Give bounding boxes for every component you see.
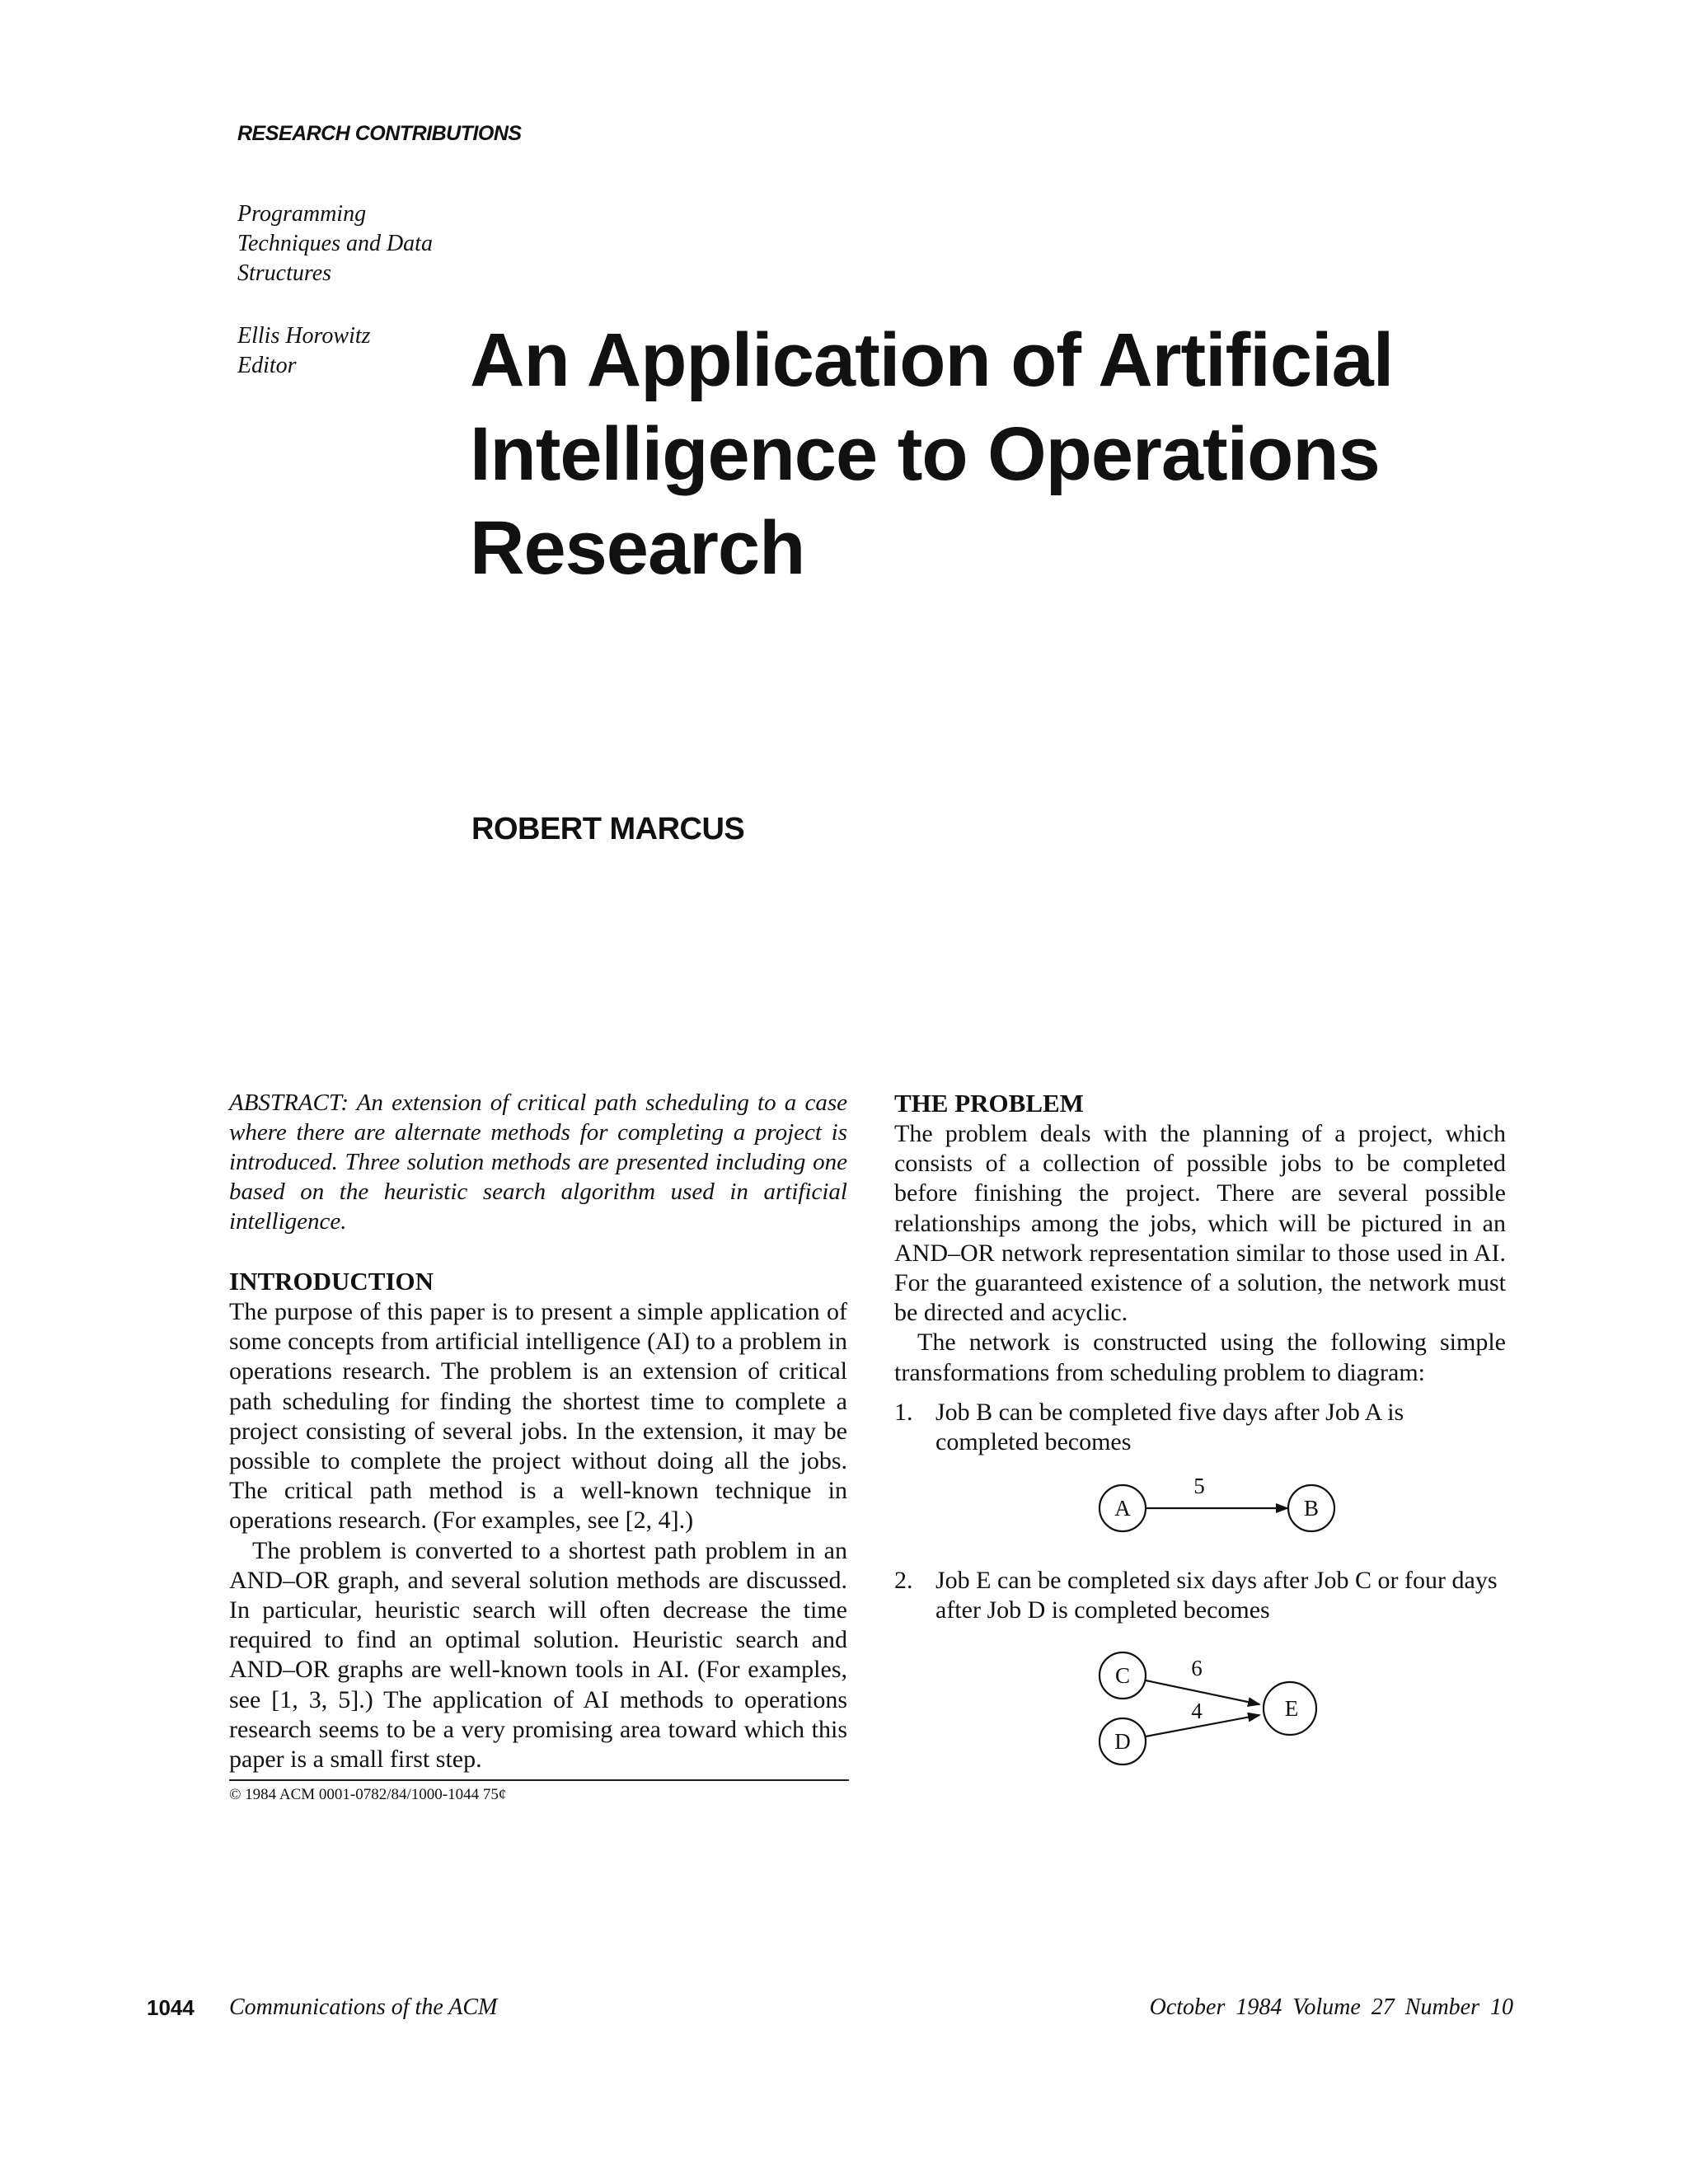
edge-a-b-weight: 5 [1193,1474,1205,1499]
list-text: Job B can be completed five days after Job A is completed becomes [935,1398,1404,1456]
node-b-label: B [1303,1496,1320,1521]
section-label: RESEARCH CONTRIBUTIONS [237,122,522,145]
right-column [894,1088,1506,1783]
article-title [470,313,1541,595]
list-text: Job E can be completed six days after Job C or four days after Job D is completed becomes [935,1567,1498,1624]
introduction-paragraph-1: The purpose of this paper is to present a simple application of some concepts from artificial intelligence (AI) to a problem in operations research. The problem is an extension of critical path scheduling for finding the shortest time to complete a project consisting of several jobs. In the extension, it may be possible to complete the project without doing all the jobs. The critical path method is a well-known technique in operations research. (For examples, see [2, 4].) [229,1298,847,1535]
list-item [894,1398,1506,1457]
list-item [894,1566,1506,1625]
page-number: 1044 [147,1995,195,2020]
list-number: 2. [894,1567,913,1595]
introduction-heading: INTRODUCTION [229,1267,434,1296]
title-line-1: An Application of Artificial [470,318,1394,402]
editor-role: Editor [237,353,297,378]
author-name: ROBERT MARCUS [471,812,745,846]
node-c-label: C [1114,1662,1131,1688]
editor-name: Ellis Horowitz [237,323,371,349]
copyright-notice: © 1984 ACM 0001-0782/84/1000-1044 75¢ [229,1786,507,1804]
problem-heading: THE PROBLEM [894,1089,1084,1118]
abstract: ABSTRACT: An extension of critical path scheduling to a case where there are alternate methods for completing a project is introduced. Three solution methods are presented including one based on the heuristic search algorithm used in artificial intelligence. [229,1090,847,1235]
department-name: Programming Techniques and Data Structures [237,201,433,286]
edge-c-e-weight: 6 [1191,1655,1203,1680]
problem-paragraph-1: The problem deals with the planning of a project, which consists of a collection of possible jobs to be completed before finishing the project. There are several possible relationships among the jobs, which will be pictured in an AND–OR network representation similar to those used in AI. For the guaranteed existence of a solution, the network must be directed and acyclic. [894,1120,1506,1327]
node-d-label: D [1114,1728,1131,1754]
edge-d-e [1146,1715,1259,1736]
edge-c-e [1146,1680,1259,1704]
edge-d-e-weight: 4 [1191,1698,1203,1723]
editor-block [237,321,452,381]
title-line-2: Intelligence to Operations [470,412,1380,496]
problem-paragraph-2: The network is constructed using the following simple transformations from scheduling problem to diagram: [894,1329,1506,1386]
diagram-a-to-b [894,1457,1506,1556]
issue-info: October 1984 Volume 27 Number 10 [1149,1994,1513,2020]
journal-name: Communications of the ACM [229,1994,498,2020]
list-number: 1. [894,1398,913,1426]
footnote-rule [229,1779,849,1781]
title-line-3: Research [470,506,805,590]
node-e-label: E [1284,1695,1299,1721]
left-column [229,1088,847,1807]
diagram-c-d-to-e [894,1626,1506,1783]
introduction-paragraph-2: The problem is converted to a shortest path problem in an AND–OR graph, and several solution methods are discussed. In particular, heuristic search will often decrease the time required to find an optimal solution. Heuristic search and AND–OR graphs are well-known tools in AI. (For examples, see [1, 3, 5].) The application of AI methods to operations research seems to be a very promising area toward which this paper is a small first step. [229,1536,847,1774]
node-a-label: A [1114,1496,1131,1521]
